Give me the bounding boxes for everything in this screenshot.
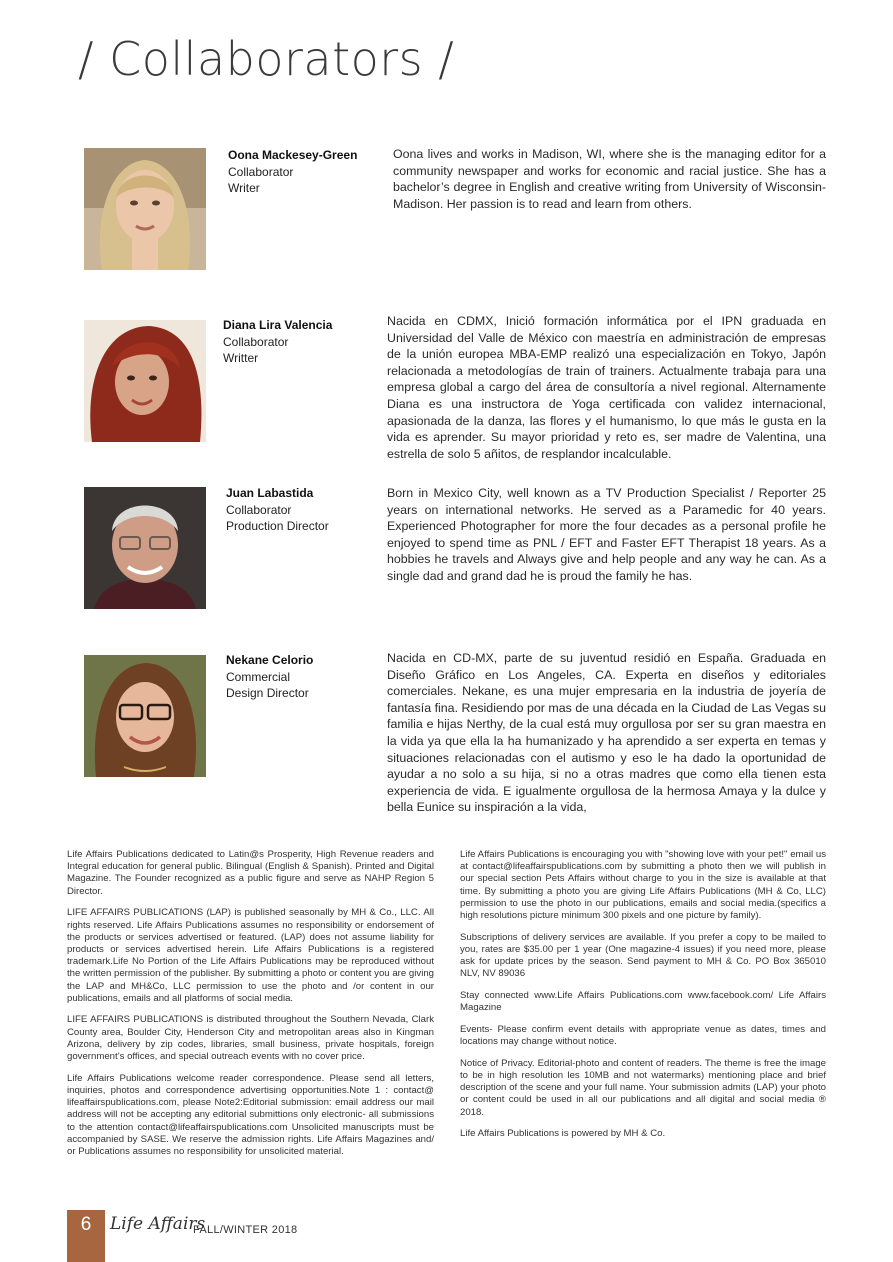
portrait-photo xyxy=(84,655,206,777)
collaborator-title: Writter xyxy=(223,351,259,365)
collaborator-role: Commercial xyxy=(226,669,291,684)
footer-paragraph: Life Affairs Publications welcome reader correspondence. Please send all letters, inquiries, photos and correspondence advertising opportunities.Note 1 : contact@ lifeaffairspublications.com, please Note2:Editorial submission: email address our mail address will not be accepting any editorial submittions only electronic- all submissions to the attention contact@lifeaffairspublications.com Unsolicited manuscripts must be accompanied by SASE. We reserve the admission rights. Life Affairs Magazines and/ or Publications assumes no responsibility for unsolicited material. xyxy=(67,1072,434,1157)
collaborator-role: Collaborator xyxy=(228,164,294,179)
collaborator-info xyxy=(223,317,332,367)
magazine-logo: Life Affairs xyxy=(110,1214,206,1234)
collaborator-bio: Oona lives and works in Madison, WI, where she is the managing editor for a community newspaper and works for economic and racial justice. She has a bachelor’s degree in English and creative writing from University of Wisconsin-Madison. Her passion is to read and learn from others. xyxy=(393,147,826,211)
collaborator-role: Collaborator xyxy=(226,502,292,517)
portrait-photo xyxy=(84,487,206,609)
collaborator-title: Writer xyxy=(228,181,260,195)
footer-paragraph: Life Affairs Publications dedicated to Latin@s Prosperity, High Revenue readers and Integral education for general public. Bilingual (English & Spanish). Printed and Digital Magazine. The Founder recognized as a public figure and serve as NAHP Region 5 Director. xyxy=(67,849,434,897)
collaborator-info xyxy=(226,485,329,535)
page-title: / Collaborators / xyxy=(78,32,455,86)
collaborator-bio: Nacida en CDMX, Inició formación informática por el IPN graduada en Universidad del Valle de México con maestría en administración de empresas de la unión europea MBA-EMP realizó una especialización en Tokyo, Japón relacionada a metodologías de train of trainers. Actualmente trabaja para una empresa global a cargo del área de consultoría a nivel regional. Alternamente Diana es una instructora de Yoga certificada con validez internacional, apasionada de la danza, las flores y el humanismo, lo que más le gusta en la vida es aprender. Su mayor prioridad y reto es, ser madre de Valentina, una estrella de solo 5 añitos, de resplandor incalculable. xyxy=(387,314,826,461)
issue-label: FALL/WINTER 2018 xyxy=(193,1224,298,1236)
page-number: 6 xyxy=(67,1210,105,1262)
collaborator-name: Juan Labastida xyxy=(226,486,314,500)
footer-paragraph: LIFE AFFAIRS PUBLICATIONS is distributed throughout the Southern Nevada, Clark County area, Boulder City, Henderson City and metropolitan areas also in Kingman Arizona, delivery by zip codes, libraries, small business, private hospitals, foreign government’s offices, and special outreach events with no cover price. xyxy=(67,1014,434,1063)
collaborator-bio: Nacida en CD-MX, parte de su juventud residió en España. Graduada en Diseño Gráfico en Los Angeles, CA. Experta en diseños y editoriales comerciales. Nekane, es una mujer empresaria en la industria de joyería de fantasía fina. Residiendo por mas de una década en la Ciudad de Las Vegas su familia e hijas Nerthy, de la cual está muy orgullosa por ser su gran maestra en la vida ya que ella la ha humanizado y ha aprendido a ser experta en temas y situaciones relacionadas con el autismo y eso le ha dado la oportunidad de ayudar a no solo a su hija, si no a otras madres que como ella tienen esta experiencia de vida. E igualmente orgullosa de la hermosa Amaya y la dulce y bella Eunice su inspiración a la vida, xyxy=(387,651,826,815)
footer-left-column xyxy=(67,849,434,1168)
footer-paragraph: Events- Please confirm event details with appropriate venue as dates, times and locations may change without notice. xyxy=(460,1023,826,1048)
footer-paragraph: Notice of Privacy. Editorial-photo and content of readers. The theme is free the image to be in high resolution les 10MB and not watermarks) mentioning place and brief description of the scene and your full name. Your submission admits (LAP) your photo or content could be used in all our publications and all digital and social media ® 2018. xyxy=(460,1057,826,1118)
footer-paragraph: Life Affairs Publications is encouraging you with "showing love with your pet!" email us at contact@lifeaffairspublications.com by submitting a photo then we will publish in our special section Pets Affairs without charge to you in the size is available at that time. By submitting a photo you are giving Life Affairs Publications (MH & Co, LLC) permission to use the photo in our publications, emails and social media.(specifics a high resolutions picture minimum 300 pixels and one picture by family). xyxy=(460,849,826,922)
portrait-photo xyxy=(84,320,206,442)
collaborator-title: Design Director xyxy=(226,686,309,700)
footer-paragraph: LIFE AFFAIRS PUBLICATIONS (LAP) is published seasonally by MH & Co., LLC. All rights reserved. Life Affairs Publications assumes no responsibility or endorsement of the products or services advertised or featured. (LAP) does not assume liability for products or services advertised herein. Life Affairs Publications is a registered trademark.Life No Portion of the Life Affairs Publications may be reproduced without the written permission of the publisher. By submitting a photo or content you are giving the LAP and MH&Co, LLC permission to use the photo and /or content in our publications, emails and all platforms of social media. xyxy=(67,907,434,1004)
footer-right-column xyxy=(460,849,826,1150)
collaborator-role: Collaborator xyxy=(223,334,289,349)
portrait-photo xyxy=(84,148,206,270)
collaborator-name: Oona Mackesey-Green xyxy=(228,148,358,162)
collaborator-name: Diana Lira Valencia xyxy=(223,318,333,332)
collaborator-info xyxy=(228,147,357,197)
collaborator-name: Nekane Celorio xyxy=(226,653,314,667)
collaborator-title: Production Director xyxy=(226,519,329,533)
footer-paragraph: Subscriptions of delivery services are available. If you prefer a copy to be mailed to you, rates are $35.00 per 1 year (One magazine-4 issues) if you need more, please ask for update prices by the season. Send payment to MH & Co. PO Box 365010 NLV, NV 89036 xyxy=(460,931,826,980)
footer-paragraph: Life Affairs Publications is powered by MH & Co. xyxy=(460,1128,666,1140)
footer-paragraph: Stay connected www.Life Affairs Publications.com www.facebook.com/ Life Affairs Magazine xyxy=(460,990,826,1014)
collaborator-info xyxy=(226,652,313,702)
collaborator-bio: Born in Mexico City, well known as a TV Production Specialist / Reporter 25 years on international networks. He served as a Paramedic for 40 years. Experienced Photographer for more the four decades as a personal profile he enjoyed to spend time as PNL / EFT and Faster EFT Therapist 18 years. As a hobbies he travels and Always give and help people and any way he can. As a single dad and grand dad he is proud the family he has. xyxy=(387,486,826,583)
